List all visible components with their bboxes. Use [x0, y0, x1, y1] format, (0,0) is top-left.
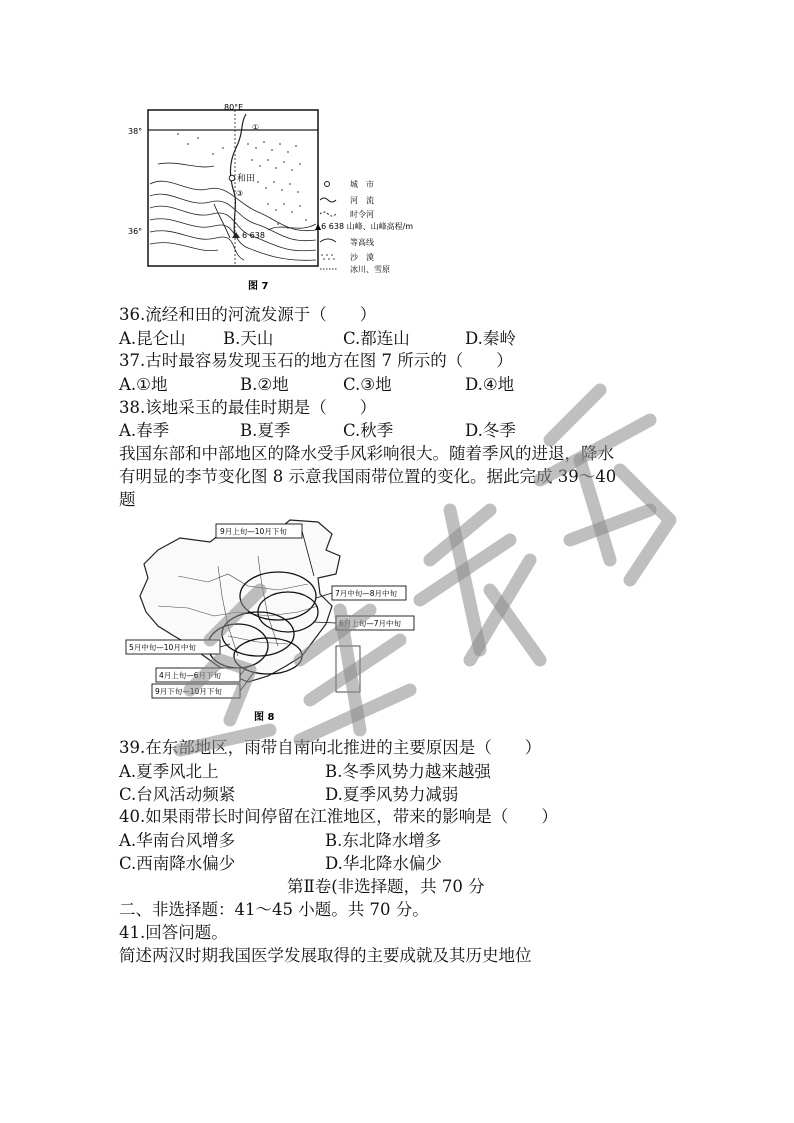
svg-text:4月上旬—6月下旬: 4月上旬—6月下旬 — [159, 671, 222, 680]
marker-3: ③ — [236, 189, 244, 198]
q38-stem: 38.该地采玉的最佳时期是（ ） — [119, 398, 377, 417]
legend-contour-text: 等高线 — [350, 238, 374, 247]
q40-option-a[interactable]: A.华南台风增多 — [119, 831, 236, 850]
south-sea-inset — [336, 646, 360, 692]
q36-option-a[interactable]: A.昆仑山 — [119, 329, 186, 348]
lat-top-label: 38° — [128, 127, 143, 136]
q40-stem: 40.如果雨带长时间停留在江淮地区，带来的影响是（ ） — [119, 807, 558, 826]
figure-8 — [118, 516, 418, 728]
q38-option-b[interactable]: B.夏季 — [240, 421, 291, 440]
season-label-2 — [332, 586, 406, 600]
legend-contour-icon — [320, 239, 336, 242]
figure-8-caption: 图 8 — [254, 712, 275, 723]
legend-glacier-text: 冰川、雪原 — [350, 265, 390, 274]
legend-seasonal-river-icon — [320, 212, 336, 216]
q36-stem: 36.流经和田的河流发源于（ ） — [119, 305, 377, 324]
marker-1: ① — [252, 123, 260, 132]
q37-stem: 37.古时最容易发现玉石的地方在图 7 所示的（ ） — [119, 351, 513, 370]
q39-option-d[interactable]: D.夏季风势力减弱 — [325, 785, 459, 804]
q37-option-c[interactable]: C.③地 — [343, 375, 392, 394]
legend-desert-text: 沙 漠 — [350, 253, 374, 262]
season-label-4 — [126, 640, 220, 654]
lat-bottom-label: 36° — [128, 227, 143, 236]
svg-text:7月中旬—8月中旬: 7月中旬—8月中旬 — [335, 589, 398, 598]
q38-option-d[interactable]: D.冬季 — [465, 421, 516, 440]
section-2-heading: 第Ⅱ卷(非选择题，共 70 分 — [287, 877, 485, 896]
q37-option-d[interactable]: D.④地 — [465, 375, 515, 394]
city-label: 和田 — [237, 174, 256, 184]
section-2-line-2: 41.回答问题。 — [119, 923, 228, 942]
q39-option-a[interactable]: A.夏季风北上 — [119, 762, 219, 781]
q39-option-c[interactable]: C.台风活动频紧 — [119, 785, 236, 804]
svg-text:9月上旬—10月下旬: 9月上旬—10月下旬 — [220, 527, 287, 536]
q37-option-b[interactable]: B.②地 — [240, 375, 289, 394]
q40-option-b[interactable]: B.东北降水增多 — [325, 831, 442, 850]
season-label-6 — [152, 684, 240, 698]
svg-text:5月中旬—10月中旬: 5月中旬—10月中旬 — [129, 643, 196, 652]
season-label-5 — [156, 668, 240, 682]
city-hotan — [229, 175, 235, 181]
legend-desert-icon — [321, 254, 335, 260]
figure-7-caption: 图 7 — [248, 281, 269, 292]
q40-option-d[interactable]: D.华北降水偏少 — [325, 854, 442, 873]
intro-line-1: 我国东部和中部地区的降水受手风彩响很大。随着季风的进退，降水 — [119, 444, 614, 463]
q40-option-c[interactable]: C.西南降水偏少 — [119, 854, 236, 873]
q39-option-b[interactable]: B.冬季风势力越来越强 — [325, 762, 491, 781]
figure-7-map — [118, 104, 428, 296]
svg-text:9月下旬—10月下旬: 9月下旬—10月下旬 — [155, 687, 222, 696]
q39-stem: 39.在东部地区，雨带自南向北推进的主要原因是（ ） — [119, 738, 542, 757]
q36-option-c[interactable]: C.都连山 — [343, 329, 410, 348]
section-2-line-3: 简述两汉时期我国医学发展取得的主要成就及其历史地位 — [119, 946, 532, 965]
q38-option-c[interactable]: C.秋季 — [343, 421, 394, 440]
figure-7-legend — [315, 179, 413, 274]
figure-8-map — [118, 516, 418, 728]
lon-label: 80°E — [224, 104, 244, 112]
figure-7 — [118, 104, 428, 296]
legend-city-text: 城 市 — [350, 180, 374, 189]
legend-peak-text: ▲6 638 山峰、山峰高程/m — [315, 222, 414, 231]
season-label-1 — [216, 524, 302, 538]
section-2-line-1: 二、非选择题：41～45 小题。共 70 分。 — [119, 900, 429, 919]
intro-line-3: 题 — [119, 490, 136, 509]
legend-seasonal-river-text: 时令河 — [350, 210, 374, 219]
svg-text:6月上旬—7月中旬: 6月上旬—7月中旬 — [339, 619, 402, 628]
q38-option-a[interactable]: A.春季 — [119, 421, 170, 440]
legend-river-text: 河 流 — [350, 196, 374, 205]
q36-option-d[interactable]: D.秦岭 — [465, 329, 516, 348]
intro-line-2: 有明显的李节变化图 8 示意我国雨带位置的变化。据此完成 39～40 — [119, 467, 617, 486]
china-outline — [140, 520, 340, 682]
season-label-3 — [336, 616, 414, 630]
peak-label: 6 638 — [242, 231, 265, 240]
legend-city-icon — [325, 182, 330, 187]
q36-option-b[interactable]: B.天山 — [223, 329, 274, 348]
legend-river-icon — [320, 198, 336, 202]
q37-option-a[interactable]: A.①地 — [119, 375, 168, 394]
